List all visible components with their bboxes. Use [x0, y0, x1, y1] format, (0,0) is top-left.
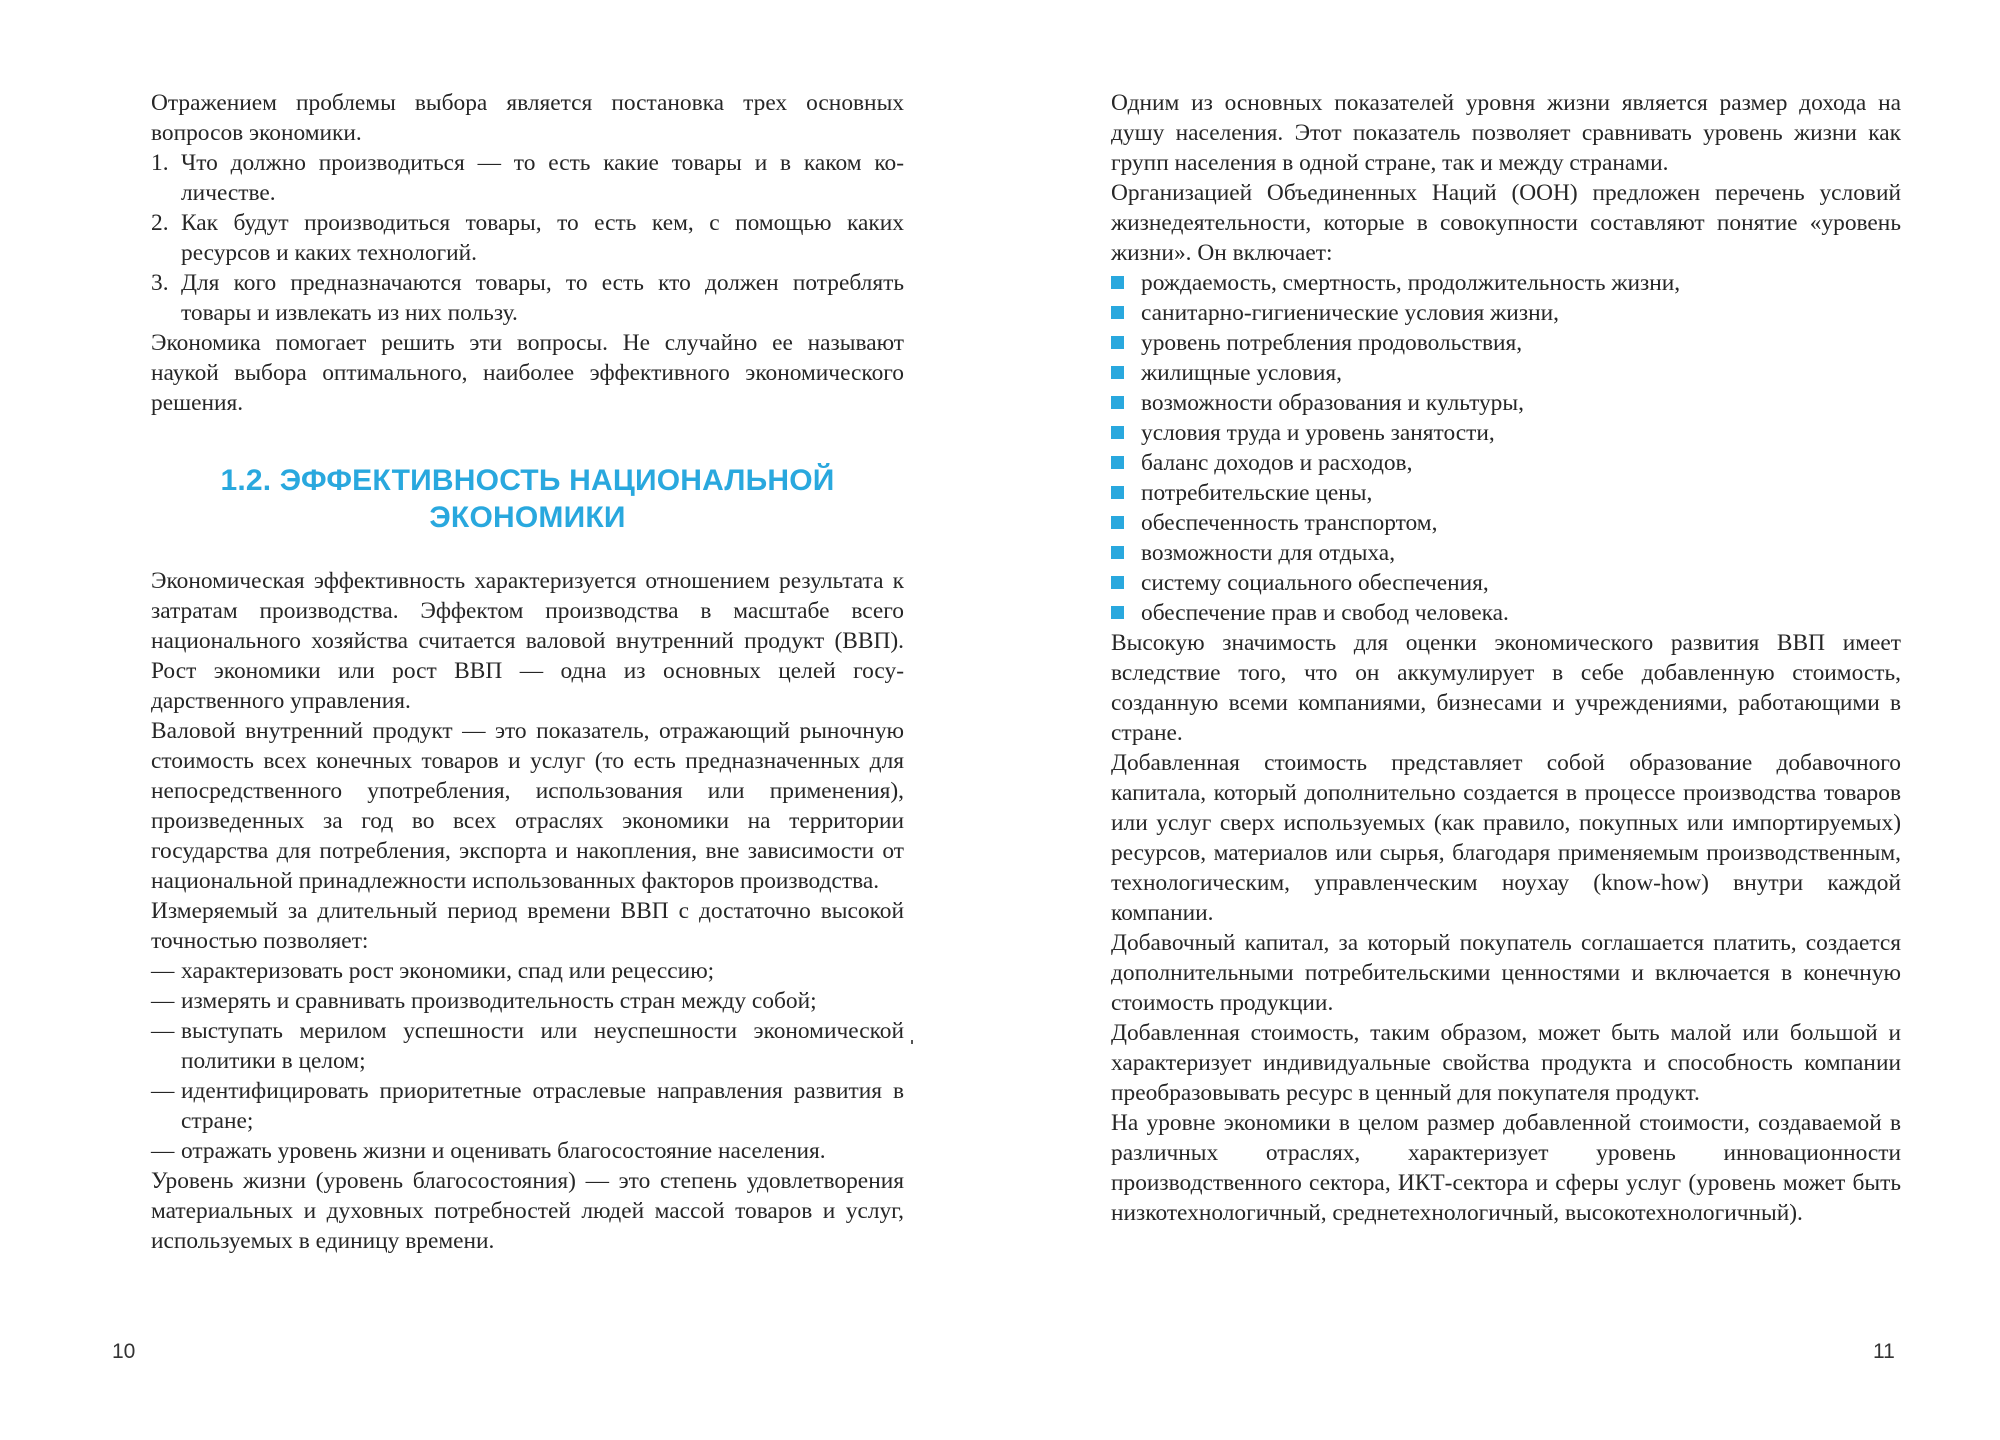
paragraph: Одним из основных показателей уровня жизни является размер дохода на душу населения. Этот показатель позволяет сравнивать уровень жизни как групп населения в одной стране, так и между странами. — [1111, 90, 1901, 176]
paragraph: Валовой внутренний продукт — это показатель, отражающий рыночную стоимость всех конечных товаров и услуг (то есть предназначенных для непосредственного употребления, использования или применения), произведенных за год во всех отраслях экономики на территории государства для потребления, экспорта и накопления, вне зависимости от национальной принадлежности использованных факторов производства. — [151, 718, 904, 894]
list-text: баланс доходов и расходов, — [1141, 450, 1413, 476]
list-text: систему социального обеспечения, — [1141, 570, 1489, 596]
dash-marker: — — [151, 988, 175, 1014]
list-item — [151, 1016, 904, 1076]
list-item — [151, 148, 904, 208]
list-item — [151, 956, 904, 986]
page-number-left: 10 — [112, 1340, 136, 1363]
list-text: уровень потребления продовольствия, — [1141, 330, 1523, 356]
list-text: измерять и сравнивать производительность стран между собой; — [181, 988, 817, 1014]
square-bullet-icon — [1111, 546, 1124, 559]
square-bullet-icon — [1111, 606, 1124, 619]
list-item — [1111, 328, 1901, 358]
intro-paragraph: Отражением проблемы выбора является постановка трех основных вопросов экономики. — [151, 90, 904, 146]
living-standard-list — [1111, 268, 1901, 628]
list-text: обеспеченность транспортом, — [1141, 510, 1438, 536]
square-bullet-icon — [1111, 576, 1124, 589]
list-item — [1111, 388, 1901, 418]
square-bullet-icon — [1111, 396, 1124, 409]
square-bullet-icon — [1111, 366, 1124, 379]
paragraph: Уровень жизни (уровень благосостояния) — это степень удовлетворения материальных и духовных потребностей людей массой товаров и услуг, используемых в единицу времени. — [151, 1168, 904, 1254]
list-text: рождаемость, смертность, продолжительность жизни, — [1141, 270, 1681, 296]
list-number: 1. — [151, 150, 169, 176]
square-bullet-icon — [1111, 426, 1124, 439]
paragraph: Высокую значимость для оценки экономического развития ВВП имеет вследствие того, что он аккумулирует в себе добавленную стоимость, созданную всеми компаниями, бизнесами и учреждениями, работающими в стране. — [1111, 630, 1901, 746]
list-number: 3. — [151, 270, 169, 296]
list-text: Что должно производиться — то есть какие товары и в каком количестве. — [181, 150, 904, 206]
list-item — [1111, 598, 1901, 628]
list-item — [1111, 268, 1901, 298]
list-text: выступать мерилом успешности или неуспешности экономической политики в целом; — [181, 1018, 904, 1074]
dash-marker: — — [151, 958, 175, 984]
square-bullet-icon — [1111, 336, 1124, 349]
square-bullet-icon — [1111, 486, 1124, 499]
list-text: Для кого предназначаются товары, то есть кто должен потреблять товары и извлекать из них пользу. — [181, 270, 904, 326]
margin-mark — [911, 1040, 913, 1044]
list-text: возможности для отдыха, — [1141, 540, 1396, 566]
list-text: санитарно-гигиенические условия жизни, — [1141, 300, 1559, 326]
paragraph: Измеряемый за длительный период времени ВВП с достаточно высокой точностью позволяет: — [151, 898, 904, 954]
heading-line: ЭКОНОМИКИ — [429, 501, 626, 534]
list-text: условия труда и уровень занятости, — [1141, 420, 1495, 446]
economic-questions-list — [151, 148, 904, 328]
list-item — [1111, 448, 1901, 478]
list-item — [151, 1076, 904, 1136]
left-page — [151, 88, 904, 1256]
list-item — [1111, 538, 1901, 568]
square-bullet-icon — [1111, 516, 1124, 529]
list-item — [1111, 508, 1901, 538]
list-text: потребительские цены, — [1141, 480, 1373, 506]
heading-line: 1.2. ЭФФЕКТИВНОСТЬ НАЦИОНАЛЬНОЙ — [220, 464, 835, 497]
list-text: возможности образования и культуры, — [1141, 390, 1524, 416]
square-bullet-icon — [1111, 456, 1124, 469]
paragraph: На уровне экономики в целом размер добавленной стоимости, создаваемой в различных отраслях, характеризует уровень инновационности производственного сектора, ИКТ-сектора и сферы услуг (уровень может быть низкотехнологичный, среднетехнологичный, высокотехнологичный). — [1111, 1110, 1901, 1226]
list-text: характеризовать рост экономики, спад или рецессию; — [181, 958, 715, 984]
list-text: идентифицировать приоритетные отраслевые направления развития в стране; — [181, 1078, 904, 1134]
square-bullet-icon — [1111, 306, 1124, 319]
dash-marker: — — [151, 1078, 175, 1104]
list-item — [1111, 568, 1901, 598]
paragraph: Экономика помогает решить эти вопросы. Не случайно ее называют наукой выбора оптимального, наиболее эффективного экономического решения. — [151, 330, 904, 416]
section-heading — [151, 462, 904, 536]
list-text: жилищные условия, — [1141, 360, 1342, 386]
list-text: обеспечение прав и свобод человека. — [1141, 600, 1509, 626]
list-item — [1111, 418, 1901, 448]
dash-marker: — — [151, 1018, 175, 1044]
gdp-uses-list — [151, 956, 904, 1166]
list-item — [1111, 298, 1901, 328]
list-text: Как будут производиться товары, то есть кем, с помощью каких ресурсов и каких технологий. — [181, 210, 904, 266]
dash-marker: — — [151, 1138, 175, 1164]
square-bullet-icon — [1111, 276, 1124, 289]
list-item — [151, 268, 904, 328]
list-item — [1111, 358, 1901, 388]
paragraph: Экономическая эффективность характеризуется отношением результата к затратам производства. Эффектом производства в масштабе всего национального хозяйства считается валовой внутренний продукт (ВВП). Рост экономики или рост ВВП — одна из основных целей государственного управления. — [151, 568, 904, 714]
list-item — [151, 986, 904, 1016]
paragraph: Добавочный капитал, за который покупатель соглашается платить, создается дополнительными потребительскими ценностями и включается в конечную стоимость продукции. — [1111, 930, 1901, 1016]
paragraph: Организацией Объединенных Наций (ООН) предложен перечень условий жизнедеятельности, которые в совокупности составляют понятие «уровень жизни». Он включает: — [1111, 180, 1901, 266]
list-item — [151, 1136, 904, 1166]
list-item — [1111, 478, 1901, 508]
paragraph: Добавленная стоимость, таким образом, может быть малой или большой и характеризует индивидуальные свойства продукта и способность компании преобразовывать ресурс в ценный для покупателя продукт. — [1111, 1020, 1901, 1106]
list-text: отражать уровень жизни и оценивать благосостояние населения. — [181, 1138, 826, 1164]
page-number-right: 11 — [1873, 1340, 1895, 1363]
list-item — [151, 208, 904, 268]
paragraph: Добавленная стоимость представляет собой образование добавочного капитала, который дополнительно создается в процессе производства товаров или услуг сверх используемых (как правило, покупных или импортируемых) ресурсов, материалов или сырья, благодаря применяемым производственным, технологическим, управленческим ноухау (know-how) внутри каждой компании. — [1111, 750, 1901, 926]
list-number: 2. — [151, 210, 169, 236]
right-page — [1111, 88, 1901, 1228]
